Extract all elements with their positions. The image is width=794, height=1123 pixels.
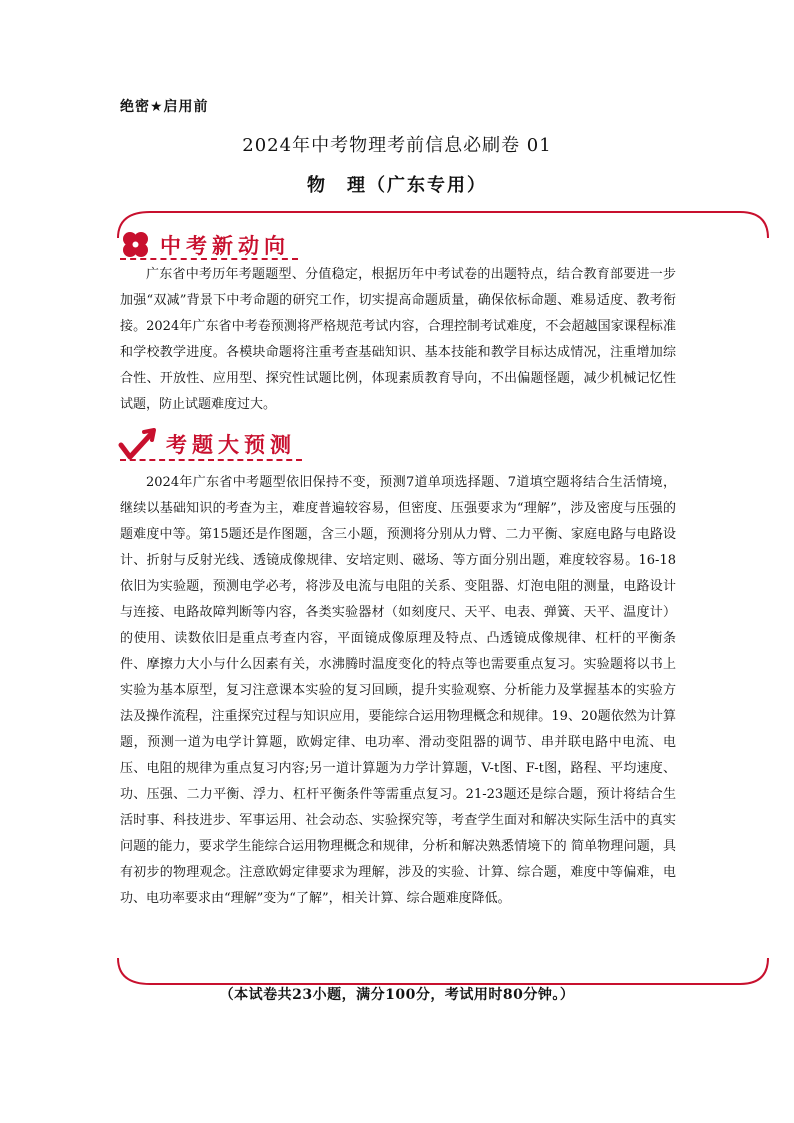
- heading-underline: [120, 459, 302, 461]
- paragraph-prediction: 2024年广东省中考题型依旧保持不变，预测7道单项选择题、7道填空题将结合生活情境，继续以基础知识的考查为主，难度普遍较容易，但密度、压强要求为“理解”，涉及密度与压强的题难度中等。第15题还是作图题，含三小题，预测将分别从力臂、二力平衡、家庭电路与电路设计、折射与反射光线、透镜成像规律、安培定则、磁场、等方面分别出题，难度较容易。16-18依旧为实验题，预测电学必考，将涉及电流与电阻的关系、变阻器、灯泡电阻的测量，电路设计与连接、电路故障判断等内容，各类实验器材（如刻度尺、天平、电表、弹簧、天平、温度计）的使用、读数依旧是重点考查内容，平面镜成像原理及特点、凸透镜成像规律、杠杆的平衡条件、摩擦力大小与什么因素有关，水沸腾时温度变化的特点等也需要重点复习。实验题将以书上实验为基本原型，复习注意课本实验的复习回顾，提升实验观察、分析能力及掌握基本的实验方法及操作流程，注重探究过程与知识应用，要能综合运用物理概念和规律。19、20题依然为计算题，预测一道为电学计算题，欧姆定律、电功率、滑动变阻器的调节、串并联电路中电流、电压、电阻的规律为重点复习内容;另一道计算题为力学计算题，V-t图、F-t图，路程、平均速度、功、压强、二力平衡、浮力、杠杆平衡条件等需重点复习。21-23题还是综合题，预计将结合生活时事、科技进步、军事运用、社会动态、实验探究等，考查学生面对和解决实际生活中的真实问题的能力，要求学生能综合运用物理概念和规律，分析和解决熟悉情境下的 简单物理问题，具有初步的物理观念。注意欧姆定律要求为理解，涉及的实验、计算、综合题，难度中等偏难，电功、电功率要求由“理解”变为“了解”，相关计算、综合题难度降低。: [120, 475, 676, 906]
- section-heading-label: 考题大预测: [166, 433, 296, 457]
- paragraph-new-trends: 广东省中考历年考题题型、分值稳定，根据历年中考试卷的出题特点，结合教育部要进一步加强“双减”背景下中考命题的研究工作，切实提高命题质量，确保依标命题、难易适度、教考衔接。2024年广东省中考卷预测将严格规范考试内容，合理控制考试难度，不会超越国家课程标准和学校教学进度。各模块命题将注重考查基础知识、基本技能和教学目标达成情况，注重增加综合性、开放性、应用型、探究性试题比例，体现素质教育导向，不出偏题怪题，减少机械记忆性试题，防止试题难度过大。: [120, 267, 676, 412]
- paper-subtitle: 物 理（广东专用）: [307, 175, 487, 196]
- section-heading-label: 中考新动向: [160, 234, 290, 258]
- clover-icon: [118, 228, 154, 262]
- heading-underline: [120, 258, 298, 260]
- check-arrow-icon: [118, 427, 158, 461]
- section-heading-new-trends: [118, 228, 290, 262]
- paper-title: 2024年中考物理考前信息必刷卷 01: [242, 135, 552, 156]
- confidential-label: 绝密★启用前: [120, 99, 209, 115]
- exam-info-footer: （本试卷共23小题，满分100分，考试用时80分钟。）: [219, 987, 575, 1003]
- section-heading-prediction: [118, 427, 296, 461]
